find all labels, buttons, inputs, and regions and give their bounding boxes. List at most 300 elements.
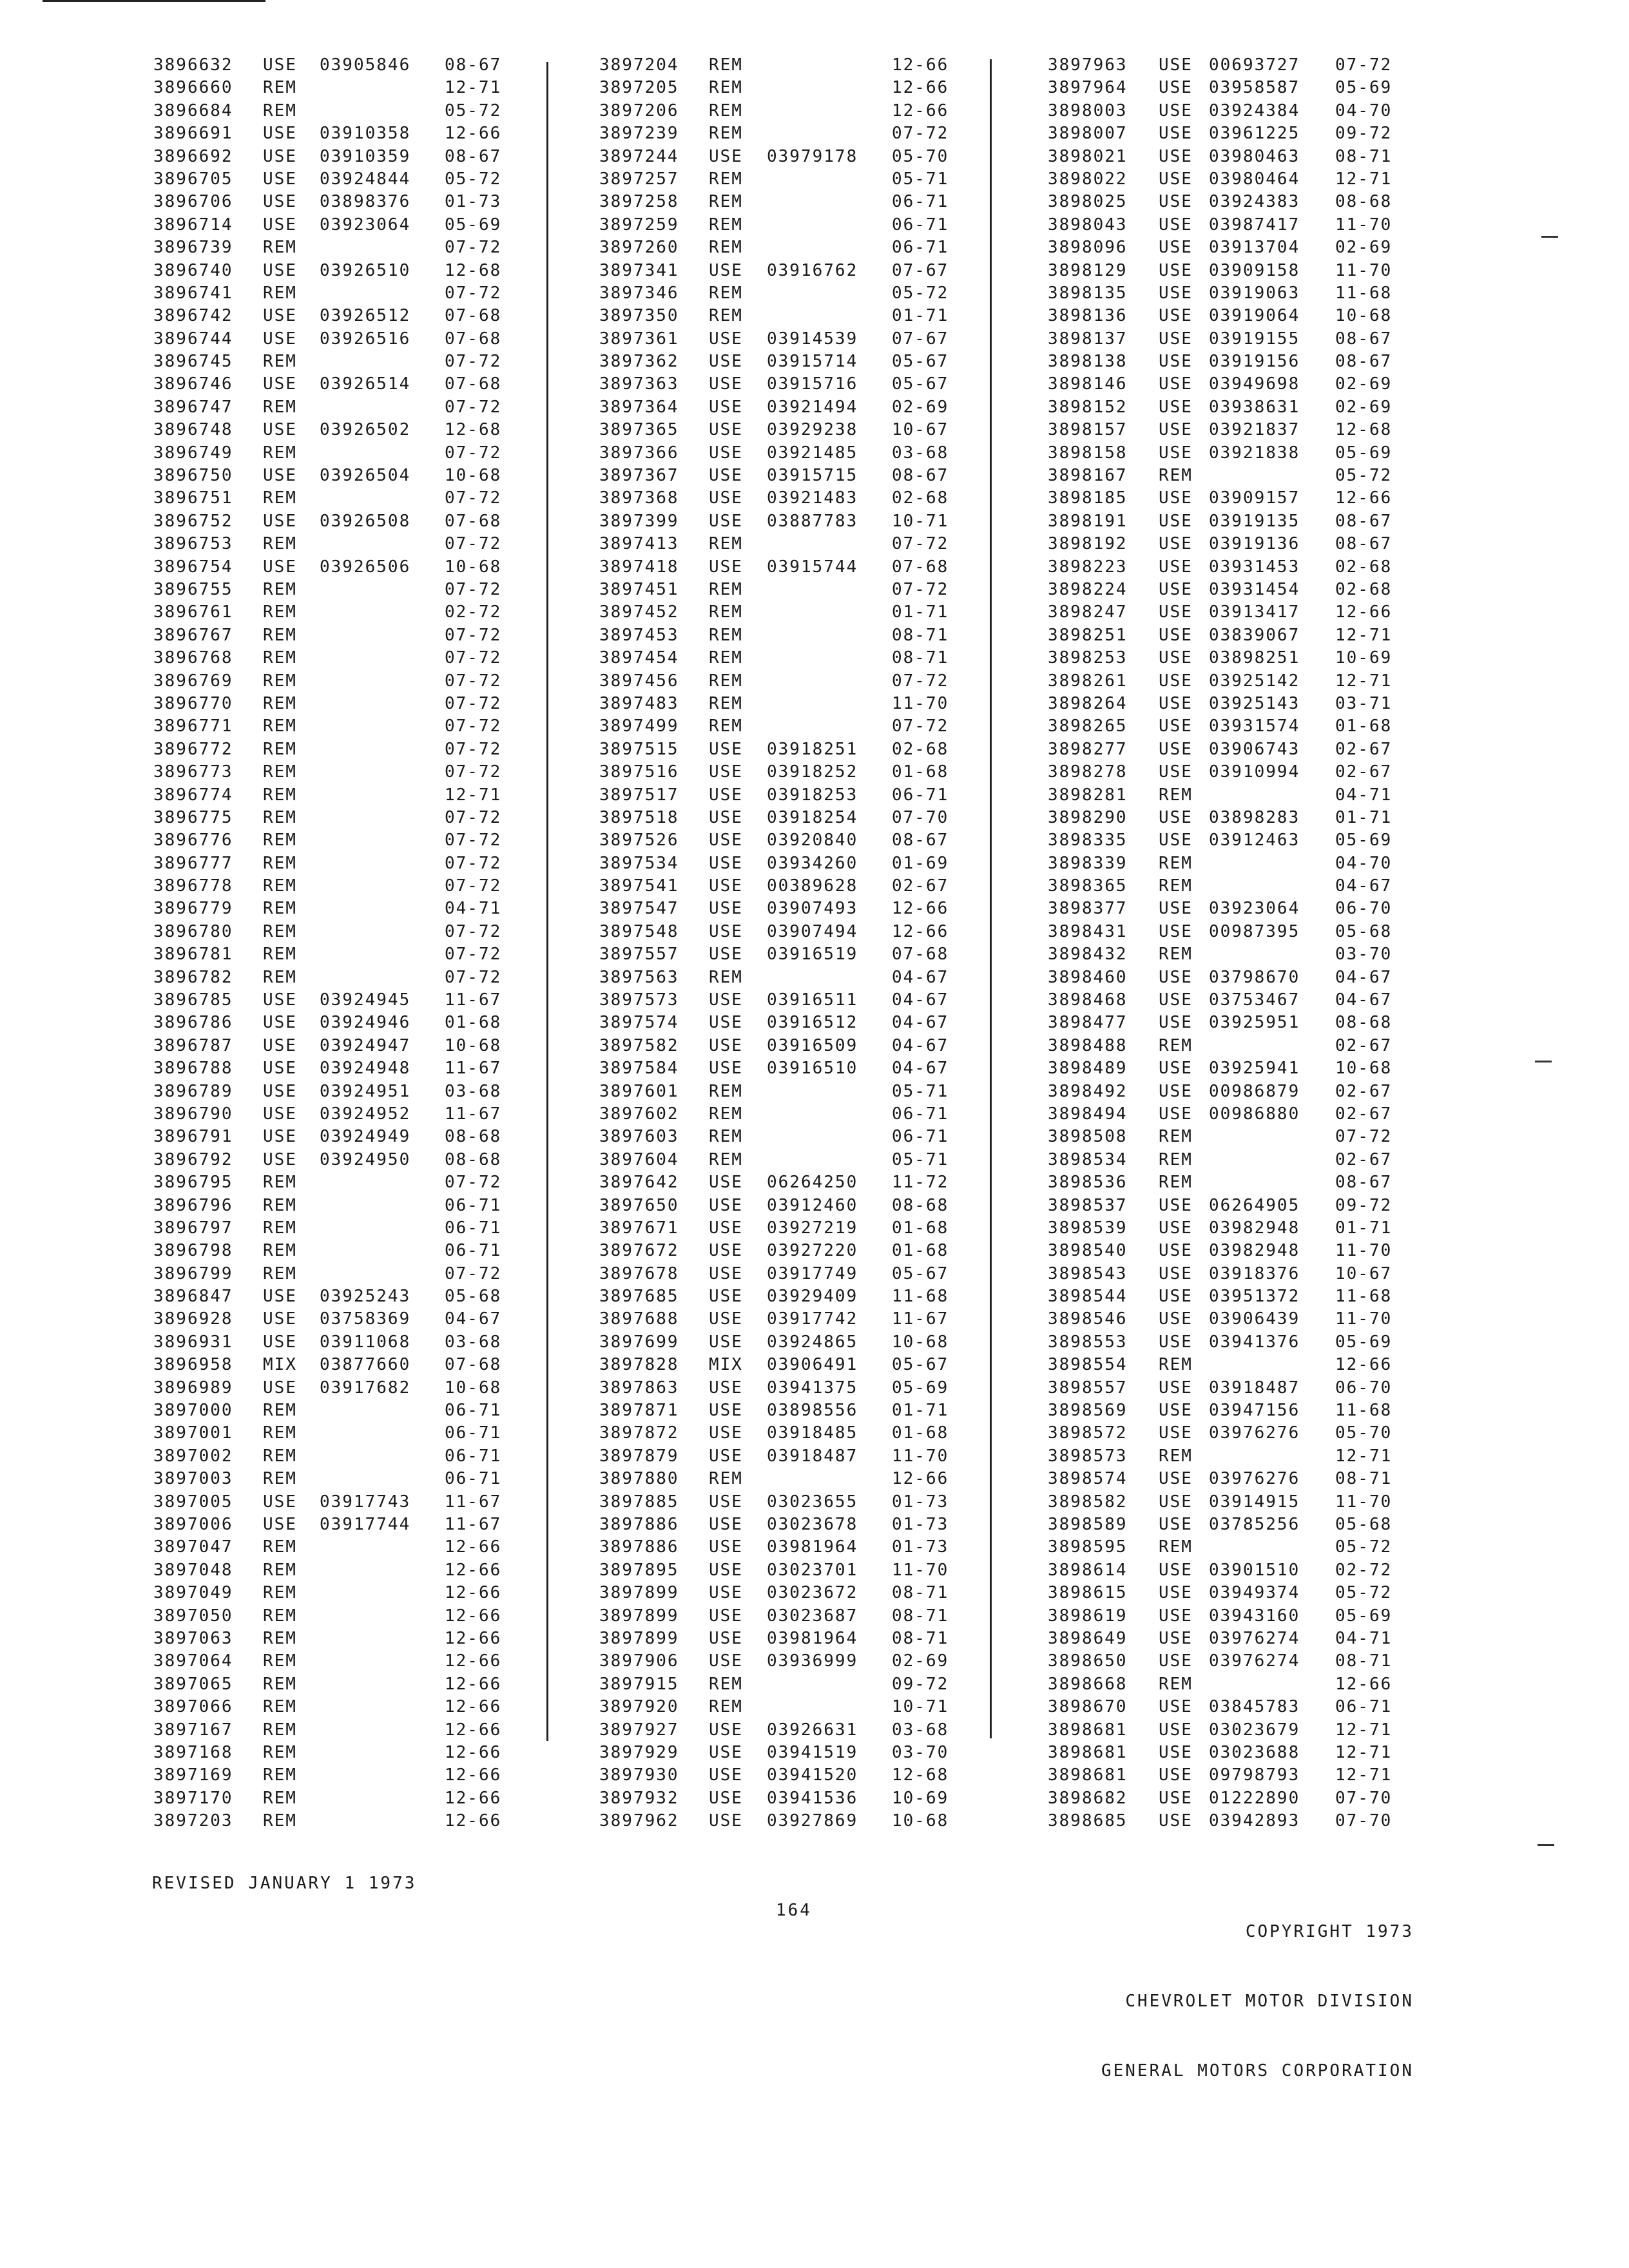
part-number: 3898492 [1048,1081,1128,1101]
part-number: 3897962 [599,1811,679,1831]
action-code: USE [709,466,743,486]
part-number: 3898021 [1048,146,1128,166]
effective-date: 02-72 [445,602,502,622]
margin-mark [1537,1844,1554,1846]
replacement-number: 03912460 [767,1195,858,1215]
part-number: 3896779 [153,899,233,919]
part-number: 3896785 [153,990,233,1010]
action-code: USE [1159,1697,1193,1717]
replacement-number: 03981964 [767,1537,858,1557]
action-code: REM [709,215,743,235]
part-number: 3897879 [599,1446,679,1466]
part-number: 3897886 [599,1515,679,1534]
effective-date: 08-71 [892,1583,949,1603]
part-number: 3898614 [1048,1560,1128,1580]
replacement-number: 03924952 [320,1104,411,1124]
part-number: 3898096 [1048,238,1128,258]
part-number: 3896752 [153,511,233,531]
effective-date: 10-69 [892,1788,949,1808]
effective-date: 04-67 [892,967,949,987]
part-number: 3897452 [599,602,679,622]
replacement-number: 03920840 [767,831,858,850]
part-number: 3897672 [599,1241,679,1261]
part-number: 3897886 [599,1537,679,1557]
replacement-number: 03919063 [1209,283,1300,303]
part-number: 3898619 [1048,1606,1128,1626]
effective-date: 08-67 [1335,1173,1393,1193]
effective-date: 05-72 [1335,466,1393,486]
part-number: 3898569 [1048,1401,1128,1421]
effective-date: 12-68 [892,1765,949,1785]
effective-date: 01-73 [892,1492,949,1512]
action-code: REM [263,602,297,622]
part-number: 3898247 [1048,602,1128,622]
replacement-number: 06264250 [767,1173,858,1193]
effective-date: 07-72 [445,648,502,668]
action-code: USE [263,1013,297,1033]
action-code: REM [709,716,743,736]
effective-date: 02-67 [1335,1035,1393,1055]
replacement-number: 03918254 [767,807,858,827]
action-code: USE [263,374,297,394]
action-code: REM [709,1697,743,1717]
effective-date: 12-66 [445,1628,502,1648]
part-number: 3897685 [599,1287,679,1307]
part-number: 3898681 [1048,1720,1128,1740]
effective-date: 02-67 [1335,762,1393,782]
action-code: USE [1159,306,1193,326]
replacement-number: 03976274 [1209,1651,1300,1671]
effective-date: 07-68 [445,1355,502,1375]
effective-date: 07-70 [1335,1811,1393,1831]
replacement-number: 03898283 [1209,807,1300,827]
action-code: USE [709,1628,743,1648]
effective-date: 11-68 [1335,1401,1393,1421]
effective-date: 07-72 [445,534,502,554]
effective-date: 04-71 [445,899,502,919]
part-number: 3898682 [1048,1788,1128,1808]
replacement-number: 03949374 [1209,1583,1300,1603]
replacement-number: 00389628 [767,876,858,896]
effective-date: 07-72 [1335,1127,1393,1147]
effective-date: 12-71 [445,78,502,98]
effective-date: 12-68 [1335,420,1393,440]
part-number: 3898025 [1048,192,1128,212]
replacement-number: 03936999 [767,1651,858,1671]
action-code: USE [263,1332,297,1352]
part-number: 3896776 [153,831,233,850]
replacement-number: 03918252 [767,762,858,782]
effective-date: 08-67 [1335,352,1393,372]
replacement-number: 03926502 [320,420,411,440]
action-code: USE [1159,762,1193,782]
effective-date: 10-71 [892,511,949,531]
effective-date: 07-68 [892,557,949,577]
effective-date: 10-68 [1335,306,1393,326]
action-code: REM [709,238,743,258]
effective-date: 10-68 [445,1035,502,1055]
action-code: REM [709,283,743,303]
effective-date: 12-66 [445,1537,502,1557]
action-code: REM [263,807,297,827]
part-number: 3898265 [1048,716,1128,736]
replacement-number: 03898556 [767,1401,858,1421]
part-number: 3897049 [153,1583,233,1603]
part-number: 3898339 [1048,853,1128,873]
effective-date: 03-68 [892,1720,949,1740]
action-code: USE [1159,1332,1193,1352]
effective-date: 12-66 [1335,488,1393,508]
part-number: 3897002 [153,1446,233,1466]
part-number: 3897534 [599,853,679,873]
action-code: USE [709,1423,743,1443]
part-number: 3898553 [1048,1332,1128,1352]
effective-date: 04-67 [892,1035,949,1055]
replacement-number: 03921837 [1209,420,1300,440]
effective-date: 12-66 [892,1469,949,1489]
action-code: REM [1159,1674,1193,1694]
effective-date: 07-72 [892,579,949,599]
effective-date: 12-71 [1335,169,1393,189]
part-number: 3898192 [1048,534,1128,554]
effective-date: 06-71 [892,1127,949,1147]
replacement-number: 03925142 [1209,671,1300,691]
effective-date: 07-68 [445,511,502,531]
part-number: 3897413 [599,534,679,554]
part-number: 3897526 [599,831,679,850]
effective-date: 12-66 [1335,1674,1393,1694]
action-code: REM [263,716,297,736]
effective-date: 12-66 [445,1560,502,1580]
part-number: 3896786 [153,1013,233,1033]
action-code: USE [1159,625,1193,645]
action-code: REM [709,101,743,120]
part-number: 3897418 [599,557,679,577]
effective-date: 07-72 [445,853,502,873]
part-number: 3896931 [153,1332,233,1352]
effective-date: 05-72 [1335,1583,1393,1603]
action-code: USE [709,853,743,873]
action-code: USE [263,215,297,235]
action-code: USE [709,443,743,463]
part-number: 3897871 [599,1401,679,1421]
replacement-number: 03023688 [1209,1742,1300,1762]
action-code: REM [709,693,743,713]
part-number: 3898681 [1048,1742,1128,1762]
replacement-number: 03923064 [320,215,411,235]
effective-date: 10-71 [892,1697,949,1717]
effective-date: 08-67 [892,466,949,486]
part-number: 3897699 [599,1332,679,1352]
effective-date: 10-69 [1335,648,1393,668]
replacement-number: 03915716 [767,374,858,394]
action-code: USE [263,1059,297,1079]
action-code: USE [263,1309,297,1329]
action-code: REM [263,534,297,554]
part-number: 3896787 [153,1035,233,1055]
action-code: USE [263,511,297,531]
action-code: USE [263,1287,297,1307]
column-divider [546,62,548,1741]
replacement-number: 03926506 [320,557,411,577]
part-number: 3897063 [153,1628,233,1648]
effective-date: 05-69 [892,1378,949,1398]
effective-date: 06-71 [445,1401,502,1421]
replacement-number: 03916519 [767,945,858,965]
effective-date: 02-68 [1335,579,1393,599]
replacement-number: 03987417 [1209,215,1300,235]
action-code: REM [263,579,297,599]
effective-date: 08-71 [892,1628,949,1648]
effective-date: 03-70 [892,1742,949,1762]
part-number: 3896796 [153,1195,233,1215]
part-number: 3896714 [153,215,233,235]
part-number: 3896780 [153,921,233,941]
effective-date: 12-71 [1335,1742,1393,1762]
part-number: 3897880 [599,1469,679,1489]
action-code: USE [709,1287,743,1307]
replacement-number: 03924949 [320,1127,411,1147]
part-number: 3896751 [153,488,233,508]
replacement-number: 03941375 [767,1378,858,1398]
action-code: USE [709,1059,743,1079]
part-number: 3897451 [599,579,679,599]
effective-date: 12-66 [445,1765,502,1785]
action-code: USE [1159,1104,1193,1124]
action-code: MIX [263,1355,297,1375]
action-code: USE [1159,1765,1193,1785]
action-code: REM [709,169,743,189]
effective-date: 06-71 [445,1423,502,1443]
replacement-number: 03023701 [767,1560,858,1580]
part-number: 3897483 [599,693,679,713]
action-code: REM [263,1720,297,1740]
effective-date: 05-72 [445,101,502,120]
part-number: 3898489 [1048,1059,1128,1079]
effective-date: 01-68 [892,1241,949,1261]
replacement-number: 03924951 [320,1081,411,1101]
replacement-number: 03898376 [320,192,411,212]
part-number: 3898253 [1048,648,1128,668]
effective-date: 12-66 [445,1583,502,1603]
action-code: USE [1159,55,1193,75]
action-code: USE [1159,648,1193,668]
action-code: USE [263,1035,297,1055]
replacement-number: 03023679 [1209,1720,1300,1740]
effective-date: 12-66 [892,899,949,919]
part-number: 3897963 [1048,55,1128,75]
action-code: USE [1159,1606,1193,1626]
effective-date: 04-70 [1335,101,1393,120]
revised-date: REVISED JANUARY 1 1973 [152,1874,417,1893]
part-number: 3897603 [599,1127,679,1147]
replacement-number: 03910994 [1209,762,1300,782]
effective-date: 07-72 [445,671,502,691]
replacement-number: 03910358 [320,124,411,144]
part-number: 3897548 [599,921,679,941]
part-number: 3897895 [599,1560,679,1580]
action-code: USE [1159,192,1193,212]
replacement-number: 03914915 [1209,1492,1300,1512]
effective-date: 07-72 [1335,55,1393,75]
action-code: REM [263,1241,297,1261]
action-code: USE [709,488,743,508]
effective-date: 08-67 [1335,534,1393,554]
effective-date: 07-72 [892,124,949,144]
effective-date: 05-68 [1335,921,1393,941]
replacement-number: 03023678 [767,1515,858,1534]
copyright-line: GENERAL MOTORS CORPORATION [1101,2061,1414,2081]
replacement-number: 03918253 [767,785,858,805]
effective-date: 08-68 [445,1127,502,1147]
action-code: USE [1159,1492,1193,1512]
part-number: 3896792 [153,1149,233,1169]
part-number: 3896791 [153,1127,233,1147]
action-code: USE [709,1742,743,1762]
action-code: REM [263,397,297,417]
effective-date: 11-70 [1335,1492,1393,1512]
effective-date: 07-70 [892,807,949,827]
replacement-number: 03924945 [320,990,411,1010]
action-code: USE [709,1651,743,1671]
action-code: REM [263,78,297,98]
part-number: 3897456 [599,671,679,691]
action-code: REM [263,1606,297,1626]
part-number: 3896750 [153,466,233,486]
part-number: 3897604 [599,1149,679,1169]
action-code: REM [1159,1149,1193,1169]
effective-date: 01-69 [892,853,949,873]
part-number: 3896692 [153,146,233,166]
effective-date: 01-73 [892,1515,949,1534]
replacement-number: 03916762 [767,260,858,280]
replacement-number: 03919136 [1209,534,1300,554]
action-code: REM [709,602,743,622]
part-number: 3897346 [599,283,679,303]
part-number: 3896742 [153,306,233,326]
action-code: USE [709,876,743,896]
effective-date: 07-72 [445,831,502,850]
effective-date: 12-71 [1335,625,1393,645]
action-code: REM [709,78,743,98]
part-number: 3898335 [1048,831,1128,850]
effective-date: 06-71 [1335,1697,1393,1717]
replacement-number: 03980464 [1209,169,1300,189]
part-number: 3898022 [1048,169,1128,189]
action-code: REM [1159,1035,1193,1055]
action-code: REM [263,1218,297,1238]
part-number: 3898135 [1048,283,1128,303]
action-code: USE [1159,1241,1193,1261]
replacement-number: 03976276 [1209,1423,1300,1443]
action-code: REM [263,899,297,919]
part-number: 3897365 [599,420,679,440]
part-number: 3896989 [153,1378,233,1398]
effective-date: 08-68 [892,1195,949,1215]
part-number: 3897650 [599,1195,679,1215]
replacement-number: 03926631 [767,1720,858,1740]
part-number: 3897258 [599,192,679,212]
part-number: 3898365 [1048,876,1128,896]
effective-date: 01-71 [892,602,949,622]
replacement-number: 03927220 [767,1241,858,1261]
part-number: 3896789 [153,1081,233,1101]
effective-date: 12-66 [445,1651,502,1671]
part-number: 3898191 [1048,511,1128,531]
effective-date: 09-72 [1335,1195,1393,1215]
action-code: REM [263,648,297,668]
part-number: 3896660 [153,78,233,98]
part-number: 3898540 [1048,1241,1128,1261]
effective-date: 07-72 [445,579,502,599]
part-number: 3897368 [599,488,679,508]
effective-date: 08-71 [892,1606,949,1626]
action-code: USE [1159,124,1193,144]
part-number: 3897168 [153,1742,233,1762]
part-number: 3898158 [1048,443,1128,463]
replacement-number: 03753467 [1209,990,1300,1010]
action-code: USE [709,1606,743,1626]
part-number: 3898537 [1048,1195,1128,1215]
effective-date: 06-71 [892,785,949,805]
part-number: 3896774 [153,785,233,805]
action-code: USE [1159,579,1193,599]
action-code: USE [709,1241,743,1261]
action-code: REM [263,488,297,508]
replacement-number: 03921483 [767,488,858,508]
effective-date: 10-68 [445,557,502,577]
action-code: USE [709,807,743,827]
action-code: REM [709,625,743,645]
action-code: USE [1159,1264,1193,1283]
action-code: USE [1159,921,1193,941]
replacement-number: 03915744 [767,557,858,577]
effective-date: 12-71 [1335,671,1393,691]
effective-date: 11-70 [892,693,949,713]
action-code: USE [1159,739,1193,759]
replacement-number: 03941376 [1209,1332,1300,1352]
part-number: 3897915 [599,1674,679,1694]
action-code: REM [263,693,297,713]
action-code: REM [263,1674,297,1694]
replacement-number: 03023655 [767,1492,858,1512]
effective-date: 06-70 [1335,1378,1393,1398]
effective-date: 07-72 [445,921,502,941]
effective-date: 07-72 [445,693,502,713]
replacement-number: 06264905 [1209,1195,1300,1215]
replacement-number: 01222890 [1209,1788,1300,1808]
replacement-number: 03941519 [767,1742,858,1762]
action-code: REM [263,762,297,782]
replacement-number: 03921494 [767,397,858,417]
part-number: 3897050 [153,1606,233,1626]
action-code: USE [1159,1469,1193,1489]
part-number: 3897257 [599,169,679,189]
part-number: 3896778 [153,876,233,896]
part-number: 3897573 [599,990,679,1010]
effective-date: 05-71 [892,1149,949,1169]
action-code: REM [263,831,297,850]
part-number: 3897244 [599,146,679,166]
part-number: 3898554 [1048,1355,1128,1375]
part-number: 3898582 [1048,1492,1128,1512]
effective-date: 02-67 [1335,1104,1393,1124]
effective-date: 02-68 [892,739,949,759]
action-code: REM [263,1765,297,1785]
action-code: REM [709,967,743,987]
replacement-number: 03916510 [767,1059,858,1079]
effective-date: 01-68 [892,1423,949,1443]
